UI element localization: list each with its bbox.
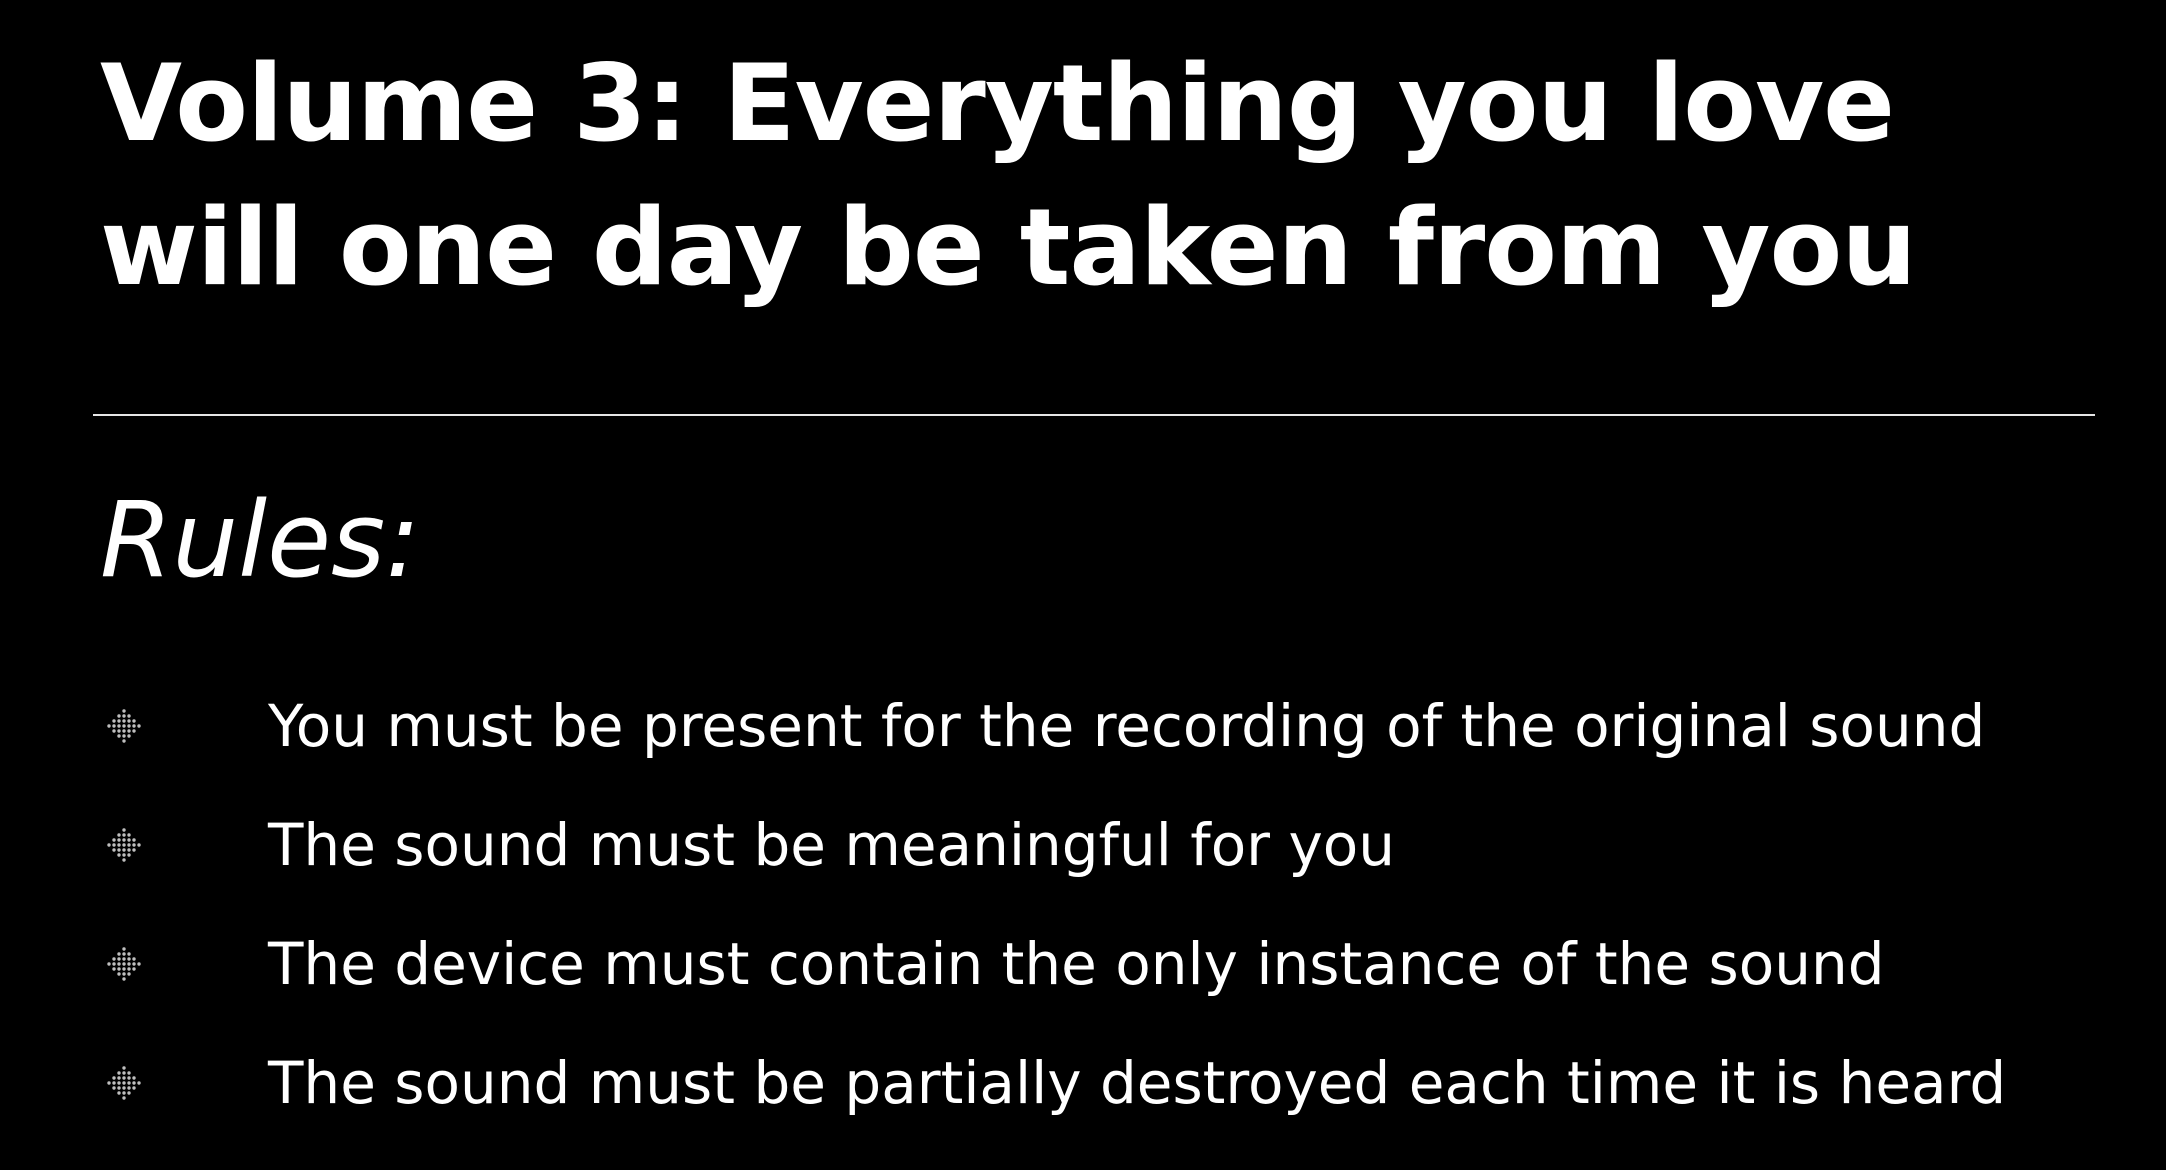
rule-text: The sound must be partially destroyed each time it is heard (268, 1049, 2007, 1117)
rule-item (0, 1038, 2100, 1128)
dotted-diamond-bullet-icon (106, 1065, 142, 1101)
dotted-diamond-bullet-icon (106, 708, 142, 744)
dotted-diamond-bullet-icon (106, 946, 142, 982)
dotted-diamond-bullet-icon (106, 827, 142, 863)
rules-heading: Rules: (100, 479, 421, 601)
title-line-2: will one day be taken from you (100, 186, 1916, 309)
title-line-1: Volume 3: Everything you love (100, 42, 1895, 165)
rule-item (0, 919, 2100, 1009)
page-title (100, 32, 2000, 320)
horizontal-divider (93, 414, 2095, 416)
rule-item (0, 800, 2100, 890)
rule-text: The device must contain the only instance of the sound (268, 930, 1885, 998)
rule-text: You must be present for the recording of the original sound (268, 692, 1986, 760)
rule-text: The sound must be meaningful for you (268, 811, 1396, 879)
rule-item (0, 681, 2100, 771)
